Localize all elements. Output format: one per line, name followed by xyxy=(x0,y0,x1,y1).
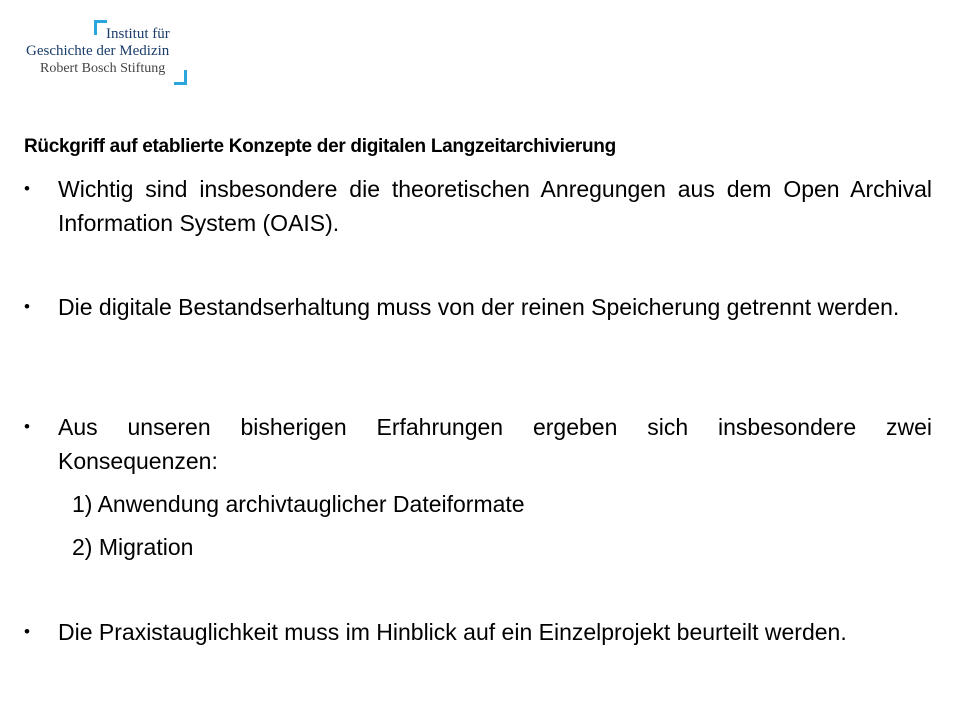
sub-item-migration: 2) Migration xyxy=(72,534,194,560)
logo-line-stiftung: Robert Bosch Stiftung xyxy=(40,61,166,76)
bullet-text: Wichtig sind insbesondere die theoretischen Anregungen aus dem Open Archival Information System (OAIS). xyxy=(58,176,932,236)
bullet-text: Aus unseren bisherigen Erfahrungen ergeben sich insbesondere zwei Konsequenzen: xyxy=(58,414,932,474)
bullet-marker: • xyxy=(24,417,30,436)
bullet-marker: • xyxy=(24,622,30,641)
bullet-marker: • xyxy=(24,297,30,316)
bullet-text: Die digitale Bestandserhaltung muss von der reinen Speicherung getrennt werden. xyxy=(58,294,900,320)
logo-line-institut: Institut für xyxy=(106,26,170,42)
institute-logo xyxy=(26,20,192,86)
sub-item-dateiformate: 1) Anwendung archivtauglicher Dateiformate xyxy=(72,491,525,517)
logo-line-geschichte: Geschichte der Medizin xyxy=(26,43,170,59)
logo-bracket-bottom-right xyxy=(174,70,187,85)
bullet-text: Die Praxistauglichkeit muss im Hinblick auf ein Einzelprojekt beurteilt werden. xyxy=(58,619,847,645)
slide-heading: Rückgriff auf etablierte Konzepte der digitalen Langzeitarchivierung xyxy=(24,136,616,157)
bullet-marker: • xyxy=(24,179,30,198)
